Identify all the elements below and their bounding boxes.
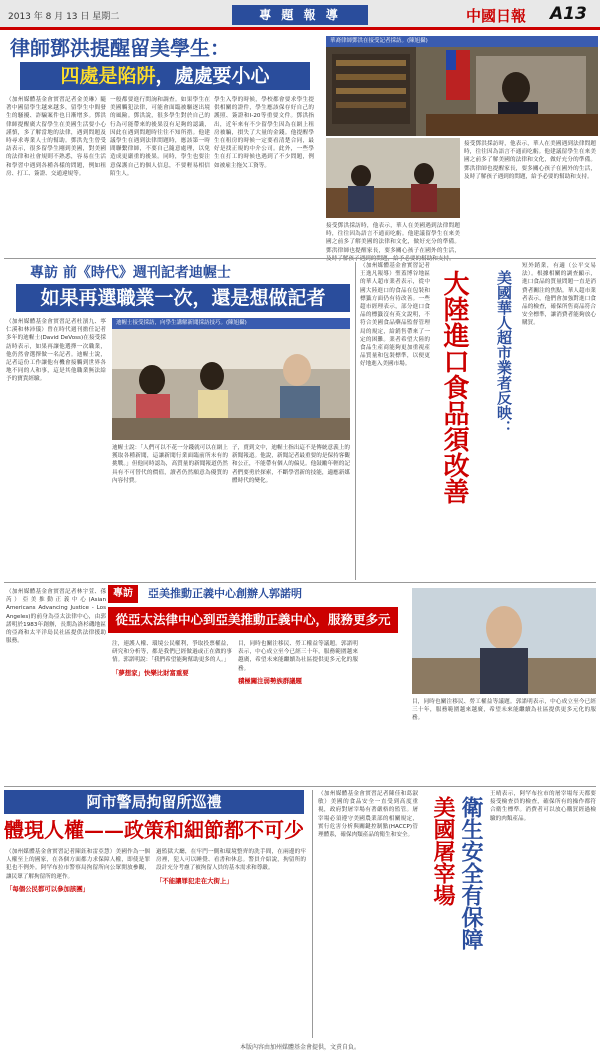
article4-header <box>108 585 398 635</box>
article1-body-far: 接受鄧洪採訪時，他表示，華人在美國遇到法律問題時，往往因為語言不通而吃虧。他建議留學生在來美國之前多了解美國的法律和文化，做好充分的準備。鄧洪律師也提醒家長，要多關心孩子在國外的生活， <box>326 223 460 254</box>
article4-tag: 專訪 <box>108 585 138 603</box>
article5-body-mid: 過監獄大廳，在牢門一側和環境整齊的洗手間，在兩邊的牢房裡，犯人可以睡覺、看書和休息。警員介紹說，拘留所的設計充分考慮了被拘留人員的基本需求和尊嚴。 <box>156 849 306 872</box>
article1-body-left: （加州媒體基金會實習記者金美琳）隨著中國留學生越來越多，留學生中間發生的騷擾、詐騙案件也日漸增多。鄧洪律師提醒廣大留學生在美國生活要小心謹慎，多了解當地的法律，遇到問題及時尋求專業人士的幫助。鄧洪先生曾受訪表示，很多留學生剛到美國，對美國的法律和社會規則不熟悉，容易在生活和學習中遇到各種各樣的問題，例如租房、打工、簽證、交通違規等。 <box>6 97 106 177</box>
article6-body-2: 王晴表示，阿罕布拉市的屠宰場每天都要接受檢查員的檢查，確保所有的操作都符合衛生標準。消費者可以放心購買經過檢驗的肉類產品。 <box>490 791 596 822</box>
article2-photo <box>112 318 350 440</box>
article2-body-left: （加州媒體基金會實習記者杜濱九、寧仁溪和林沛儀）曾在時代週刊擔任記者多年的迪幄士(David DeVoss)在接受採訪時表示，如果再讓他選擇一次職業，他仍然會選擇做一名記者。迪幄士說，記者這份工作讓他有機會接觸到世界各地不同的人和事，這是其他職業無法給予的寶貴經驗。 <box>6 319 106 383</box>
newspaper-logo: 中國日報 <box>466 7 527 25</box>
divider <box>4 582 596 583</box>
article5-body-left-wrap <box>6 848 150 1038</box>
page-footer: 本版內容由加州媒體基金會提供，文責自負。 <box>239 1044 360 1051</box>
article1-body-far-col: 接受鄧洪採訪時，他表示，華人在美國遇到法律問題時，往往因為語言不通而吃虧。他建議留學生在來美國之前多了解美國的法律和文化，做好充分的準備。鄧洪律師也提醒家長，要多關心孩子在國外的生活，及時了解孩子遇到的問題，給予必要的幫助和支持。 <box>464 141 596 180</box>
article2-title: 如果再選職業一次，還是想做記者 <box>16 284 350 312</box>
article6-title-line2: 衛生安全有保障 <box>458 796 484 950</box>
article3-body-2: 短外銷業，有適（公平交易法）。根據相關的調查顯示，進口食品的質量問題一直是消費者關注的焦點。華人超市業者表示，他們會加強對進口食品的檢查，確保所售商品符合安全標準，讓消費者能夠放心購買。 <box>522 263 596 327</box>
article3-title-line2: 大陸進口食品須改善 <box>439 270 469 504</box>
article4-title: 從亞太法律中心到亞美推動正義中心，服務更多元 <box>108 607 398 633</box>
divider <box>355 262 356 580</box>
article5-title: 體現人權——政策和細節都不可少 <box>4 818 304 842</box>
article5-kicker: 阿市警局拘留所巡禮 <box>4 790 304 814</box>
divider <box>4 786 596 787</box>
article5-body-mid-wrap <box>156 848 306 1038</box>
article1-photo-2 <box>326 138 460 218</box>
article4-body-mid: 注，連護人權、環境公民權利，爭取投票權益，研究和分析等，都是我們已經做過或正在做的事情。郭諾明說：「我們希望能夠幫助更多的人。」 <box>112 641 232 664</box>
page-number: A13 <box>550 4 587 24</box>
article1-body-mid: 一般都要進行問詢和調查。如果學生在美國觸犯法律，可能會面臨被驅逐出境的風險。鄧洪說，很多學生對於自己的行為可能帶來的後果沒有足夠的認識，因此在遇到問題時往往不知所措。他建議學生在遇到法律問題時，應該第一時間聯繫律師，不要自己隨意處理，以免造成更嚴重的後果。同時，學生也要注意保護自己的個人信息，不要輕易相信陌生人。 <box>110 97 210 177</box>
article1-photo-caption: 華裔律師鄧洪在接受記者採訪。(陳旭攝) <box>326 36 598 47</box>
article3-title-line1: 美國華人超市業者反映： <box>495 270 513 435</box>
article2-kicker: 專訪 前《時代》週刊記者迪幄士 <box>30 265 231 281</box>
article4-body-mid-wrap <box>112 640 232 780</box>
article4-body-left: （加州媒體基金會實習記者林宇萱、孫芮）亞美推動正義中心(Asian Americans Advancing Justice - Los Angeles)的前身為亞太法律中心，由郭諾明於1983年創辦，長期為洛杉磯地區的亞裔和太平洋島民社區提供法律援助服務。 <box>6 589 106 645</box>
article1-title-line1: 律師鄧洪提醒留美學生： <box>10 36 230 60</box>
article2-photo-caption: 迪幄士接受採訪，向學生講解新聞採訪技巧。(陳旭攝) <box>112 318 350 329</box>
article4-body-far: 目，同時也關注移民、勞工權益等議題。郭諾明表示，中心成立至今已經三十年，服務範圍越來越廣，希望未來能繼續為社區提供更多元化的服務。 <box>412 699 596 722</box>
interview-scene-image <box>112 318 350 440</box>
page-header <box>0 0 600 30</box>
meeting-scene-image <box>326 138 460 218</box>
divider <box>312 790 313 1038</box>
article6-title-line1: 美國屠宰場 <box>430 796 456 906</box>
article4-kicker: 亞美推動正義中心創辦人郭諾明 <box>148 587 302 600</box>
article2-body-right: 子，賣到文中，迪幄士指出這不是傳統意義上的新聞報道。他說，新聞記者最重要的是保持客觀和公正，不能帶有個人的偏見。他鼓勵年輕的記者們要勇於探索，不斷學習新的技能，適應新媒體時代的變化。 <box>232 445 350 484</box>
article1-title-rest: ，處處要小心 <box>155 65 270 87</box>
article1-photo <box>326 36 598 136</box>
article2-body-mid: 迪幄士說：「人們可以不花一分錢就可以在網上獲取各種新聞，這讓新聞行業面臨前所未有的挑戰。」但他同時認為，高質量的新聞報道仍然具有不可替代的價值，讀者仍然願意為優質的內容付費。 <box>112 445 228 484</box>
article4-body-right: 目，同時也關注移民、勞工權益等議題。郭諾明表示，中心成立至今已經三十年，服務範圍越來越廣，希望未來能繼續為社區提供更多元化的服務。 <box>238 641 358 672</box>
article1-title-line2 <box>20 62 310 90</box>
portrait-image <box>412 588 596 694</box>
article4-subhead-1: 「夢想家」快樂比財富重要 <box>112 668 189 677</box>
divider <box>4 258 596 259</box>
article5-body-left: （加州媒體基金會實習記者陳鈺和雷亞慧）美國作為一個人權至上的國家，在各個方面都力求保障人權，即使是罪犯也不例外。阿罕布拉市警察局拘留所向公眾開放參觀，讓民眾了解拘留所的運作。 <box>6 849 150 880</box>
article4-subhead-2: 積極關注弱勢族群議題 <box>238 676 302 685</box>
section-label: 專 題 報 導 <box>232 5 368 25</box>
article1-title-highlight: 四處是陷阱 <box>60 65 156 87</box>
article1-body-right: 學生入學的時候，學校都會要求學生提供相關的證件，學生應該保存好自己的護照、簽證和I-20等重要文件。鄧洪指出，近年來有不少留學生因為在網上租房被騙，損失了大量的金錢。他提醒學生在租房的時候一定要看清楚合同，最好是找正規的中介公司。此外，一些學生在打工的時候也遇到了不少問題，例如被雇主拖欠工資等。 <box>214 97 314 169</box>
article3-body: （加州媒體基金會實習記者王逸凡報導）聖蓋博谷地區的華人超市業者表示，從中國大陸進口的食品在包裝和標籤方面仍有待改善。一些超市經理表示，部分進口食品的標籤沒有英文說明，不符合美國食品藥品監督管理局的規定，給銷售帶來了一定的困難。業者希望大陸的食品生產商能夠更加重視產品質量和包裝標準，以便更好地進入美國市場。 <box>360 263 430 368</box>
article5-subhead-2: 「不能讓罪犯走在大街上」 <box>156 876 233 885</box>
article6-body: （加州媒體基金會實習記者陳佳和葛淑敏）美國的食品安全一直受到高度重視，政府對屠宰場有著嚴格的監管。屠宰場必須遵守美國農業部的相關規定，實行危害分析與關鍵控制點(HACCP)管理體系，確保肉類產品的衛生和安全。 <box>318 791 418 839</box>
article4-body-right-wrap <box>238 640 358 780</box>
issue-date: 2013 年 8 月 13 日 星期二 <box>8 12 120 22</box>
article5-subhead-1: 「每個公民都可以參加該團」 <box>6 884 90 893</box>
office-scene-image <box>326 36 598 136</box>
article4-photo <box>412 588 596 694</box>
